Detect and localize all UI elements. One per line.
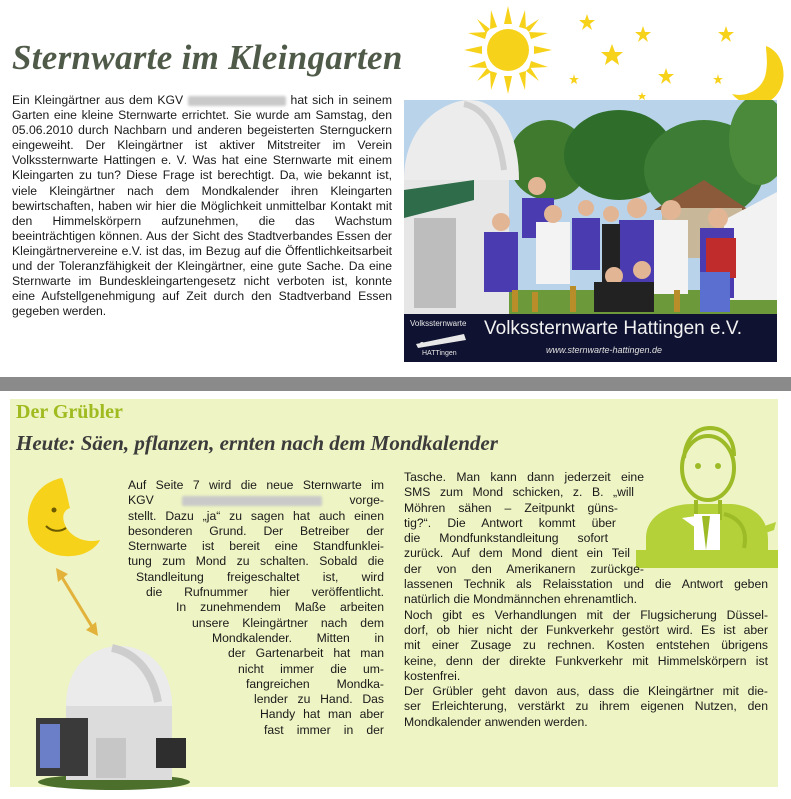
star-icon	[635, 26, 651, 42]
text-line: tung zum Mond zu schalten. Sobald die	[128, 554, 384, 569]
section-divider	[0, 377, 791, 391]
star-icon	[718, 26, 734, 42]
redacted-name	[182, 496, 322, 506]
sun-icon	[462, 4, 554, 96]
column-text-right	[404, 470, 768, 730]
text-line: dorf, ob hier nicht der Funkverkehr gestört wird. Es ist aber	[404, 622, 768, 637]
text-line: Mondkalender. Mitten in	[212, 630, 384, 645]
text-line: nicht immer die um-	[238, 661, 384, 676]
caption-url: www.sternwarte-hattingen.de	[546, 345, 663, 355]
star-icon	[579, 14, 595, 30]
star-icon	[658, 68, 674, 84]
text-line: Tasche. Man kann dann jederzeit eine	[404, 470, 644, 484]
double-arrow-icon	[52, 566, 102, 638]
text-line: die Rufnummer hier veröffentlicht.	[146, 585, 384, 600]
column-text-left	[128, 478, 384, 738]
telescope-logo-icon	[414, 332, 470, 350]
text-line: Mondkalender anwenden werden.	[404, 714, 588, 729]
star-icons	[560, 4, 740, 104]
text-line: fangreichen Mondka-	[246, 676, 384, 691]
article-title: Sternwarte im Kleingarten	[12, 38, 403, 77]
text-line: kostenfrei.	[404, 668, 461, 683]
group-photo	[404, 100, 777, 362]
text-line: der von den Amerikanern zurückge-	[404, 561, 644, 576]
text-line: lassenen Technik als Relaisstation und die Antwort geben	[404, 577, 768, 592]
star-icon	[638, 92, 646, 100]
text-kgv: KGV	[128, 493, 154, 508]
text-line: stellt. Dazu „ja“ zu sagen hat auch einen	[128, 508, 384, 523]
text-line: unsere Kleingärtner nach dem	[192, 615, 384, 630]
text-line: Sternwarte ist bereit eine Standfunklei-	[128, 539, 384, 554]
text-line: tig?“. Die Antwort kommt über	[404, 515, 616, 530]
text-line: mit einer Zusage zu rechnen. Kosten entstehen übrigens	[404, 638, 768, 653]
text-line: fast immer in der	[264, 722, 384, 737]
text-line: Standleitung freigeschaltet ist, wird	[136, 569, 384, 584]
text-line: lender zu Hand. Das	[254, 692, 384, 707]
text-line: keine, denn der direkte Funkverkehr mit Himmelskörpern ist	[404, 653, 768, 668]
photo-caption-bar	[404, 314, 777, 362]
caption-main: Volkssternwarte Hattingen e.V.	[484, 318, 743, 339]
article-text-rest: hat sich in seinem Garten eine kleine Sternwarte errichtet. Sie wurde am Samstag, den 05.06.2010 durch Nachbarn und anderen begeisterten Sternguckern eingeweiht. Der Kleingärtner ist aktiver Mitstreiter im Verein Volkssternwarte Hattingen e. V. Was hat eine Sternwarte mit einem Kleingarten zu tun? Diese Frage ist berechtigt. Da, wie bekannt ist, viele Kleingärtner nach dem Mondkalender ihren Kleingarten bewirtschaften, haben wir hier die Möglichkeit unmittelbar Kontakt mit den Himmelskörpern aufzunehmen, die das Wachstum beeinträchtigen können. Aus der Sicht des Stadtverbandes Essen der Kleingärtnervereine e.V. ist das, im Bezug auf die Öffentlichkeitsarbeit und der Toleranzfähigkeit der Kleingärtner, eine gute Sache. Da eine Sternwarte im Bundeskleingartengesetz nicht verboten ist, konnte eine Aufstellgenehmigung auf Zeit durch den Stadtverband Essen gegeben werden.	[12, 93, 392, 319]
moon-face-icon	[22, 476, 102, 560]
star-icon	[569, 74, 579, 84]
article-body	[12, 93, 392, 319]
column-headline: Heute: Säen, pflanzen, ernten nach dem Mondkalender	[16, 431, 498, 455]
text-line: Noch gibt es Verhandlungen mit der Flugsicherung Düssel-	[404, 607, 768, 622]
text-line: der Gartenarbeit hat man	[228, 646, 384, 661]
redacted-name	[188, 96, 286, 106]
caption-logo-line-2: HATTingen	[422, 350, 457, 357]
text-line: natürlich die Mondmännchen ehrenamtlich.	[404, 592, 638, 607]
star-icon	[601, 44, 623, 65]
star-icon	[713, 74, 723, 84]
text-line: Auf Seite 7 wird die neue Sternwarte im	[128, 478, 384, 492]
text-line: besonderen Grund. Der Betreiber der	[128, 523, 384, 538]
article-text-start: Ein Kleingärtner aus dem KGV	[12, 93, 184, 107]
text-line	[128, 493, 384, 508]
text-line: Der Grübler geht davon aus, dass die Kleingärtner mit die-	[404, 684, 768, 699]
text-line: SMS zum Mond schicken, z. B. „will	[404, 485, 634, 500]
text-line-end: vorge-	[349, 493, 384, 508]
column-kicker: Der Grübler	[16, 401, 123, 423]
text-line: die Mondfunkstandleitung sofort	[404, 531, 608, 546]
crescent-moon-icon	[728, 44, 788, 108]
text-line: In zunehmendem Maße arbeiten	[176, 600, 384, 615]
caption-logo-line-1: Volkssternwarte	[410, 319, 467, 328]
text-line: Handy hat man aber	[260, 707, 384, 722]
text-line: ser Erleichterung, verstärkt zu ihrem eigenen Nutzen, den	[404, 699, 768, 714]
text-line: Möhren sähen – Zeitpunkt güns-	[404, 500, 618, 515]
text-line: zurück. Auf dem Mond dient ein Teil	[404, 546, 630, 561]
